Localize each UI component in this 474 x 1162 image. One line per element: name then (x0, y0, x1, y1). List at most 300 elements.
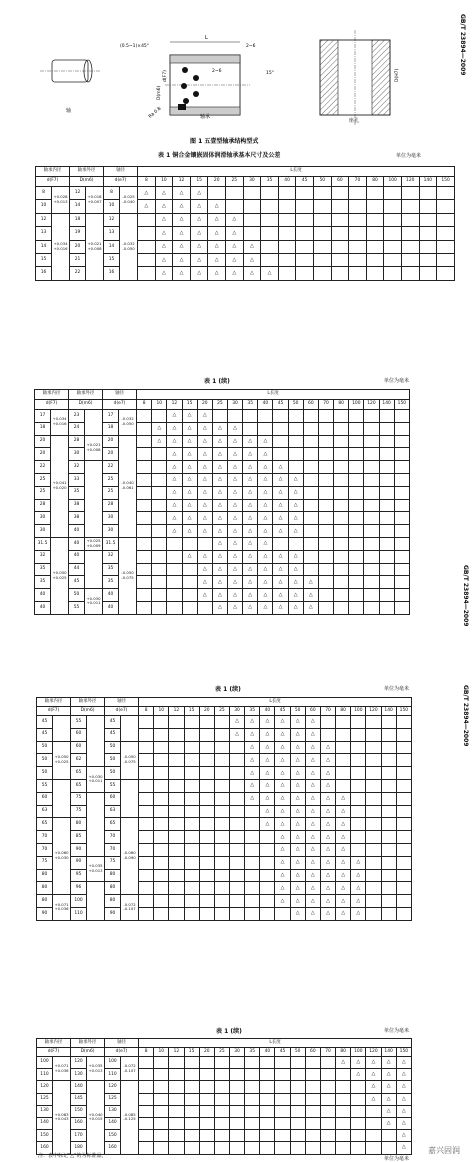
mark-cell (199, 1130, 214, 1142)
standard-mark: △ (273, 525, 288, 538)
mark-cell (169, 1142, 184, 1154)
mark-cell (139, 818, 154, 831)
mark-cell (320, 1117, 335, 1129)
mark-cell (214, 792, 229, 805)
standard-mark: △ (182, 448, 197, 461)
standard-mark: △ (212, 499, 227, 512)
standard-mark: △ (212, 473, 227, 486)
mark-cell (278, 227, 296, 240)
cell-s: 35 (103, 576, 119, 589)
cell-d: 20 (35, 435, 51, 448)
mark-cell (154, 741, 169, 754)
tolerance-cell-s: -0.060 -0.090 (121, 818, 139, 895)
length-header-20: 20 (208, 177, 226, 187)
mark-cell (318, 486, 333, 499)
mark-cell (351, 716, 366, 729)
cell-d: 8 (36, 187, 52, 200)
length-header-10: 10 (154, 707, 169, 716)
mark-cell (381, 869, 396, 882)
mark-cell (229, 1117, 244, 1129)
mark-cell (318, 473, 333, 486)
standard-mark: △ (290, 907, 305, 920)
gap-label: 2~6 (246, 44, 256, 49)
mark-cell (182, 601, 197, 614)
cell-s: 25 (103, 473, 119, 486)
standard-mark: △ (305, 856, 320, 869)
structure-figure (0, 0, 474, 145)
mark-cell (366, 895, 381, 908)
dia-d-label: d(F7) (163, 70, 168, 82)
mark-cell (334, 601, 349, 614)
mark-cell (381, 728, 396, 741)
cell-s: 35 (103, 563, 119, 576)
mark-cell (229, 805, 244, 818)
mark-cell (184, 1142, 199, 1154)
mark-cell (349, 576, 364, 589)
mark-cell (275, 1130, 290, 1142)
mark-cell (334, 448, 349, 461)
standard-mark: △ (275, 805, 290, 818)
mark-cell (139, 805, 154, 818)
standard-mark: △ (243, 461, 258, 474)
standard-mark: △ (258, 537, 273, 550)
col-header-outer: 轴承外径 (70, 167, 104, 177)
length-header-100: 100 (351, 1048, 366, 1057)
mark-cell (331, 227, 349, 240)
col-subheader-outer_tol: D(m6) (71, 1048, 105, 1057)
table-cont-title-2: 表 1 (续) (204, 378, 230, 385)
cell-s: 30 (103, 525, 119, 538)
mark-cell (260, 831, 275, 844)
standard-mark: △ (305, 741, 320, 754)
length-header-8: 8 (139, 707, 154, 716)
dimension-table-part-2 (34, 389, 410, 615)
standard-mark: △ (303, 576, 318, 589)
length-header-150: 150 (394, 400, 409, 410)
cell-d: 110 (37, 1069, 53, 1081)
mark-cell (303, 537, 318, 550)
length-header-80: 80 (366, 177, 384, 187)
length-header-20: 20 (197, 400, 212, 410)
mark-cell (318, 550, 333, 563)
length-header-50: 50 (288, 400, 303, 410)
cell-d: 20 (35, 448, 51, 461)
standard-mark: △ (320, 741, 335, 754)
mark-cell (260, 1093, 275, 1105)
mark-cell (290, 1105, 305, 1117)
mark-cell (199, 907, 214, 920)
mark-cell (366, 187, 384, 200)
mark-cell (214, 856, 229, 869)
standard-mark: △ (197, 461, 212, 474)
mark-cell (199, 843, 214, 856)
mark-cell (305, 1117, 320, 1129)
mark-cell (437, 253, 455, 266)
length-header-15: 15 (184, 1048, 199, 1057)
mark-cell (381, 741, 396, 754)
mark-cell (394, 448, 409, 461)
mark-cell (303, 422, 318, 435)
mark-cell (138, 213, 156, 226)
mark-cell (169, 1081, 184, 1093)
length-header-20: 20 (199, 1048, 214, 1057)
standard-mark: △ (226, 267, 244, 280)
standard-mark: △ (208, 213, 226, 226)
cell-D: 14 (70, 200, 86, 213)
mark-cell (229, 1093, 244, 1105)
standard-mark: △ (273, 461, 288, 474)
mark-cell (229, 831, 244, 844)
standard-mark: △ (290, 882, 305, 895)
standard-mark: △ (273, 473, 288, 486)
mark-cell (288, 422, 303, 435)
standard-mark: △ (351, 882, 366, 895)
standard-mark: △ (212, 525, 227, 538)
mark-cell (288, 537, 303, 550)
mark-cell (229, 1142, 244, 1154)
cell-D: 24 (69, 422, 85, 435)
length-header-50: 50 (290, 1048, 305, 1057)
mark-cell (379, 435, 394, 448)
mark-cell (199, 1093, 214, 1105)
mark-cell (351, 1142, 366, 1154)
mark-cell (154, 767, 169, 780)
dia-D-label: D(m6) (157, 85, 162, 100)
standard-mark: △ (227, 422, 242, 435)
table-row (37, 1081, 412, 1093)
mark-cell (394, 601, 409, 614)
sheet-4 (0, 1020, 474, 1162)
standard-mark: △ (290, 779, 305, 792)
mark-cell (137, 525, 152, 538)
mark-cell (351, 1093, 366, 1105)
standard-mark: △ (243, 589, 258, 602)
mark-cell (351, 741, 366, 754)
tolerance-cell-s: -0.032 -0.050 (120, 213, 138, 280)
mark-cell (154, 907, 169, 920)
mark-cell (394, 486, 409, 499)
col-subheader-shaft_tol: d(e7) (105, 1048, 139, 1057)
mark-cell (152, 486, 167, 499)
mark-cell (167, 576, 182, 589)
standard-mark: △ (243, 267, 261, 280)
mark-cell (381, 1130, 396, 1142)
cell-D: 55 (69, 601, 85, 614)
mark-cell (139, 741, 154, 754)
mark-cell (199, 767, 214, 780)
mark-cell (318, 589, 333, 602)
mark-cell (296, 267, 314, 280)
standard-mark: △ (212, 435, 227, 448)
standard-mark: △ (305, 843, 320, 856)
mark-cell (169, 716, 184, 729)
length-header-70: 70 (318, 400, 333, 410)
cell-d: 10 (36, 200, 52, 213)
standard-mark: △ (351, 869, 366, 882)
standard-mark: △ (182, 550, 197, 563)
col-subheader-shaft_tol: d(e7) (105, 707, 139, 716)
length-header-15: 15 (182, 400, 197, 410)
cell-d: 14 (36, 240, 52, 253)
mark-cell (364, 512, 379, 525)
cell-s: 90 (105, 907, 121, 920)
standard-mark: △ (229, 728, 244, 741)
mark-cell (169, 856, 184, 869)
standard-mark: △ (305, 831, 320, 844)
standard-mark: △ (320, 895, 335, 908)
standard-mark: △ (197, 550, 212, 563)
cell-d: 130 (37, 1105, 53, 1117)
mark-cell (169, 831, 184, 844)
mark-cell (184, 1093, 199, 1105)
standard-mark: △ (336, 792, 351, 805)
length-header-12: 12 (173, 177, 191, 187)
mark-cell (278, 187, 296, 200)
mark-cell (199, 754, 214, 767)
mark-cell (275, 1142, 290, 1154)
mark-cell (261, 227, 279, 240)
mark-cell (318, 563, 333, 576)
cell-s: 60 (105, 792, 121, 805)
mark-cell (394, 410, 409, 423)
standard-mark: △ (227, 576, 242, 589)
mark-cell (261, 253, 279, 266)
mark-cell (260, 882, 275, 895)
cell-s: 18 (103, 422, 119, 435)
mark-cell (313, 253, 331, 266)
tolerance-cell-d: +0.083 +0.043 (53, 1081, 71, 1154)
mark-cell (381, 716, 396, 729)
standard-mark: △ (227, 589, 242, 602)
standard-mark: △ (212, 512, 227, 525)
tolerance-cell-d: +0.041 +0.020 (51, 435, 69, 537)
mark-cell (349, 601, 364, 614)
mark-cell (152, 461, 167, 474)
mark-cell (169, 882, 184, 895)
mark-cell (184, 754, 199, 767)
standard-mark: △ (288, 550, 303, 563)
mark-cell (379, 486, 394, 499)
mark-cell (336, 1105, 351, 1117)
mark-cell (260, 1057, 275, 1069)
tolerance-cell-D: +0.025 +0.009 (85, 537, 103, 550)
col-subheader-shaft_tol: d(e7) (103, 400, 137, 410)
standard-mark: △ (182, 422, 197, 435)
mark-cell (336, 1069, 351, 1081)
mark-cell (199, 1081, 214, 1093)
mark-cell (229, 907, 244, 920)
mark-cell (288, 410, 303, 423)
mark-cell (139, 831, 154, 844)
mark-cell (313, 200, 331, 213)
standard-mark: △ (152, 422, 167, 435)
mark-cell (331, 253, 349, 266)
standard-mark: △ (305, 869, 320, 882)
mark-cell (229, 1081, 244, 1093)
mark-cell (349, 267, 367, 280)
mark-cell (137, 550, 152, 563)
mark-cell (366, 716, 381, 729)
length-header-35: 35 (261, 177, 279, 187)
cell-s: 45 (105, 728, 121, 741)
standard-mark: △ (173, 253, 191, 266)
mark-cell (258, 410, 273, 423)
mark-cell (349, 253, 367, 266)
mark-cell (154, 869, 169, 882)
mark-cell (258, 422, 273, 435)
length-header-140: 140 (419, 177, 437, 187)
col-subheader-inner_tol: d(F7) (36, 177, 70, 187)
cell-D: 90 (71, 856, 87, 869)
standard-mark: △ (245, 779, 260, 792)
mark-cell (334, 461, 349, 474)
table-row (37, 882, 412, 895)
standard-mark: △ (261, 267, 279, 280)
cell-s: 14 (104, 240, 120, 253)
cell-D: 45 (69, 576, 85, 589)
length-header-100: 100 (384, 177, 402, 187)
cell-D: 90 (71, 843, 87, 856)
mark-cell (154, 1130, 169, 1142)
standard-mark: △ (152, 435, 167, 448)
mark-cell (154, 818, 169, 831)
mark-cell (334, 550, 349, 563)
mark-cell (154, 831, 169, 844)
length-header-60: 60 (303, 400, 318, 410)
mark-cell (169, 1117, 184, 1129)
mark-cell (214, 1093, 229, 1105)
length-header-100: 100 (351, 707, 366, 716)
mark-cell (396, 792, 411, 805)
mark-cell (169, 843, 184, 856)
mark-cell (419, 240, 437, 253)
mark-cell (199, 869, 214, 882)
standard-mark: △ (243, 576, 258, 589)
standard-mark: △ (197, 589, 212, 602)
mark-cell (229, 856, 244, 869)
mark-cell (229, 818, 244, 831)
mark-cell (379, 461, 394, 474)
mark-cell (152, 410, 167, 423)
length-header-80: 80 (334, 400, 349, 410)
standard-mark: △ (258, 448, 273, 461)
mark-cell (214, 869, 229, 882)
length-header-40: 40 (258, 400, 273, 410)
mark-cell (169, 907, 184, 920)
mark-cell (214, 805, 229, 818)
length-header-30: 30 (227, 400, 242, 410)
mark-cell (243, 410, 258, 423)
mark-cell (199, 1069, 214, 1081)
mark-cell (137, 512, 152, 525)
standard-mark: △ (290, 818, 305, 831)
mark-cell (229, 869, 244, 882)
mark-cell (261, 213, 279, 226)
mark-cell (139, 882, 154, 895)
standard-mark: △ (320, 882, 335, 895)
mark-cell (184, 869, 199, 882)
mark-cell (366, 1117, 381, 1129)
mark-cell (260, 856, 275, 869)
mark-cell (261, 200, 279, 213)
unit-label-2: 单位为毫米 (384, 378, 410, 384)
mark-cell (245, 895, 260, 908)
mark-cell (349, 563, 364, 576)
mark-cell (320, 1142, 335, 1154)
col-subheader-outer_tol: D(m6) (70, 177, 104, 187)
mark-cell (245, 882, 260, 895)
col-header-outer: 轴承外径 (71, 1039, 105, 1048)
cell-s: 125 (105, 1093, 121, 1105)
mark-cell (379, 589, 394, 602)
length-header-10: 10 (152, 400, 167, 410)
col-subheader-shaft_tol: d(e7) (104, 177, 138, 187)
standard-mark: △ (336, 1057, 351, 1069)
standard-mark: △ (320, 856, 335, 869)
standard-mark: △ (212, 576, 227, 589)
cell-s: 12 (104, 213, 120, 226)
mark-cell (182, 563, 197, 576)
mark-cell (394, 589, 409, 602)
standard-mark: △ (381, 1069, 396, 1081)
unit-label-1: 单位为毫米 (396, 153, 422, 159)
tolerance-cell-D: +0.030 +0.011 (87, 767, 105, 793)
standard-mark: △ (351, 895, 366, 908)
mark-cell (290, 1130, 305, 1142)
mark-cell (381, 882, 396, 895)
mark-cell (313, 213, 331, 226)
length-header-120: 120 (366, 707, 381, 716)
mark-cell (379, 410, 394, 423)
mark-cell (273, 435, 288, 448)
cell-s: 80 (105, 869, 121, 882)
standard-mark: △ (260, 716, 275, 729)
standard-mark: △ (396, 1069, 411, 1081)
mark-cell (366, 792, 381, 805)
mark-cell (351, 1130, 366, 1142)
mark-cell (169, 728, 184, 741)
mark-cell (288, 435, 303, 448)
standard-mark: △ (167, 410, 182, 423)
mark-cell (275, 907, 290, 920)
standard-mark: △ (351, 1069, 366, 1081)
table-row (35, 589, 410, 602)
col-header-length: L长度 (139, 1039, 412, 1048)
mark-cell (351, 843, 366, 856)
mark-cell (137, 435, 152, 448)
standard-mark: △ (320, 869, 335, 882)
mark-cell (331, 187, 349, 200)
mark-cell (152, 563, 167, 576)
mark-cell (214, 895, 229, 908)
mark-cell (394, 537, 409, 550)
chamfer-label: (0.5~1)×45° (120, 44, 150, 49)
mark-cell (396, 767, 411, 780)
standard-mark: △ (155, 240, 173, 253)
mark-cell (313, 240, 331, 253)
mark-cell (278, 253, 296, 266)
standard-mark: △ (305, 907, 320, 920)
mark-cell (381, 907, 396, 920)
mark-cell (199, 1142, 214, 1154)
standard-mark: △ (320, 843, 335, 856)
length-header-80: 80 (336, 707, 351, 716)
standard-mark: △ (245, 792, 260, 805)
mark-cell (245, 1142, 260, 1154)
mark-cell (152, 499, 167, 512)
standard-mark: △ (182, 525, 197, 538)
mark-cell (214, 754, 229, 767)
